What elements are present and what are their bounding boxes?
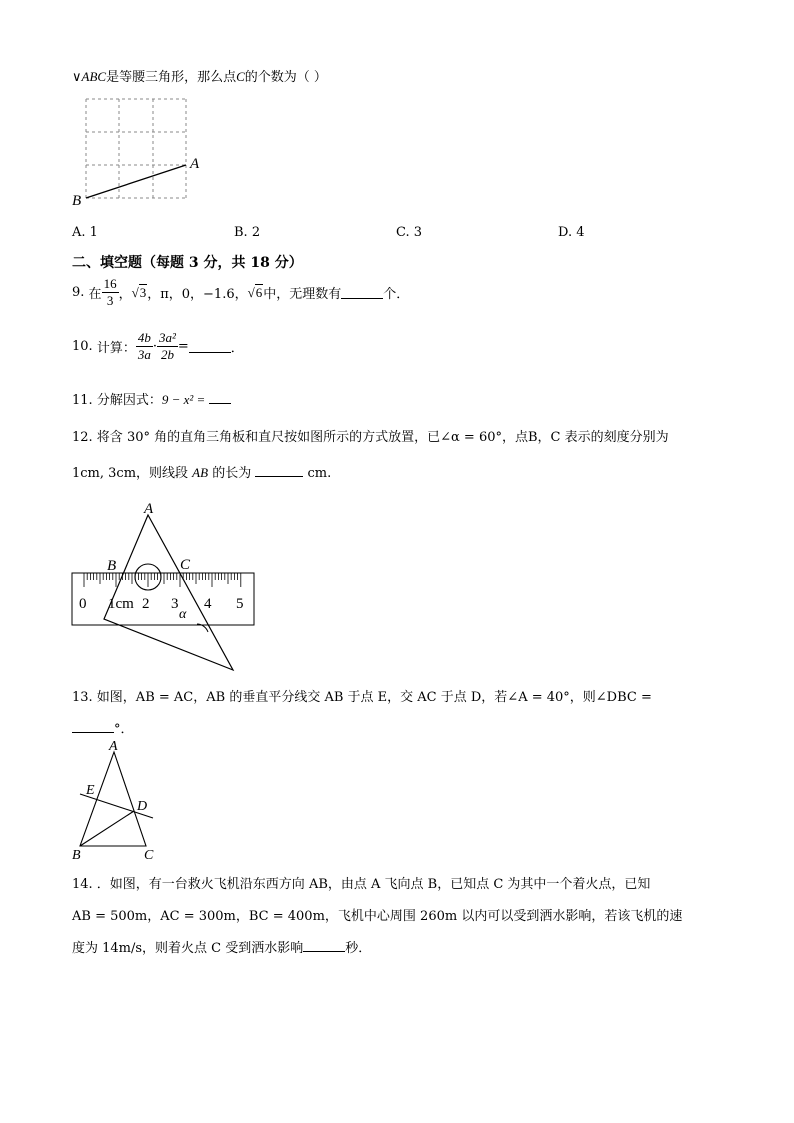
q9-rest: ，π，0，−1.6， [147,287,248,302]
triangle-name: ABC [81,69,107,84]
q10-label: 计算： [96,341,136,356]
q9-sep: ， [118,287,132,302]
q11-expression: 9 − x² = [161,392,206,407]
q8-option-b[interactable]: B. 2 [234,225,261,240]
q8-option-d[interactable]: D. 4 [558,225,585,240]
point-a-label: A [190,156,200,172]
q14-line1: 14. ．如图，有一台救火飞机沿东西方向 AB，由点 A 飞向点 B，已知点 C 为其中一个着火点，已知 [72,877,651,892]
q14-end: 秒． [345,941,372,956]
ruler [72,573,254,625]
point-c-label: C [144,848,154,863]
fraction-16-3 [102,276,119,309]
q12-unit: cm. [307,466,332,481]
frac-denominator: 3 [106,293,114,308]
q9-tail: 中，无理数有 [263,287,342,302]
tick-4: 4 [204,596,212,612]
frac-denominator: 2b [160,347,174,362]
segment-ab-label: AB [192,465,209,480]
q8-tail: 的个数为（ ） [244,70,327,85]
ruler-ticks [84,573,241,587]
radicand-6: 6 [255,284,263,300]
alpha-label: α [179,607,187,622]
vee-symbol: ∨ [72,70,82,85]
sqrt-6: √6 [247,284,263,300]
tick-2: 2 [142,596,150,612]
q9-prefix: 在 [88,287,102,302]
point-a-label: A [109,739,118,754]
point-e-label: E [86,783,95,798]
q12-text: 的长为 [212,466,252,481]
tick-1cm: 1cm [108,596,134,612]
q13-end: °． [114,722,134,737]
q14-line2: AB = 500m，AC = 300m，BC = 400m，飞机中心周围 260m 以内可以受到洒水影响，若该飞机的速 [72,909,683,924]
answer-blank[interactable] [189,340,231,353]
frac-numerator: 16 [103,276,117,291]
q11-number: 11. [72,393,93,408]
radicand-3: 3 [139,284,147,300]
tick-0: 0 [79,596,87,612]
answer-blank[interactable] [209,391,231,404]
answer-blank[interactable] [255,464,303,477]
q12-text: 1cm, 3cm，则线段 [72,466,189,481]
q13-line1: 13. 如图，AB = AC，AB 的垂直平分线交 AB 于点 E，交 AC 于点 D，若∠A = 40°，则∠DBC = [72,690,652,705]
segment-ab [86,165,186,198]
point-b-label: B [107,558,117,574]
fraction-3a2-2b [157,330,178,363]
point-d-label: D [137,799,148,814]
segment-bd [80,811,134,846]
q14-text: 度为 14m/s，则着火点 C 受到洒水影响 [72,941,304,956]
q11-label: 分解因式： [96,393,162,408]
q12-line1: 12. 将含 30° 角的直角三角板和直尺按如图所示的方式放置，已∠α = 60°，点B，C 表示的刻度分别为 [72,430,669,445]
q8-option-c[interactable]: C. 3 [396,225,423,240]
q8-stem [72,66,327,85]
q13-line2 [72,718,134,737]
point-b-label: B [72,848,81,863]
equals-sign: = [177,339,189,354]
frac-numerator: 4b [137,330,151,345]
sqrt-3: √3 [131,284,147,300]
q10-number: 10. [72,339,93,354]
answer-blank[interactable] [341,286,383,299]
tick-5: 5 [236,596,244,612]
q10-end: ． [230,341,244,356]
q12-line2 [72,462,331,481]
q9-number: 9. [72,285,85,300]
q9 [72,276,409,309]
q8-text: 是等腰三角形，那么点 [106,70,237,85]
q11 [72,389,231,408]
q10 [72,330,244,363]
point-c-label: C [236,69,245,84]
point-a-label: A [144,501,154,517]
times-dot: · [152,339,157,354]
answer-blank[interactable] [303,939,345,952]
set-square-triangle [104,515,233,670]
frac-denominator: 3a [137,347,151,362]
q13-triangle-figure [66,738,166,864]
q12-ruler-triangle-figure [66,498,266,676]
q8-grid-figure [66,92,216,212]
point-c-label: C [180,557,191,573]
frac-numerator: 3a² [158,330,176,345]
section-title: 二、填空题（每题 3 分，共 18 分） [72,255,303,271]
tick-3: 3 [171,596,179,612]
q9-end: 个． [383,287,410,302]
fraction-4b-3a [136,330,153,363]
q8-option-a[interactable]: A. 1 [72,225,98,240]
point-b-label: B [72,193,82,209]
q14-line3 [72,937,371,956]
answer-blank[interactable] [72,720,114,733]
